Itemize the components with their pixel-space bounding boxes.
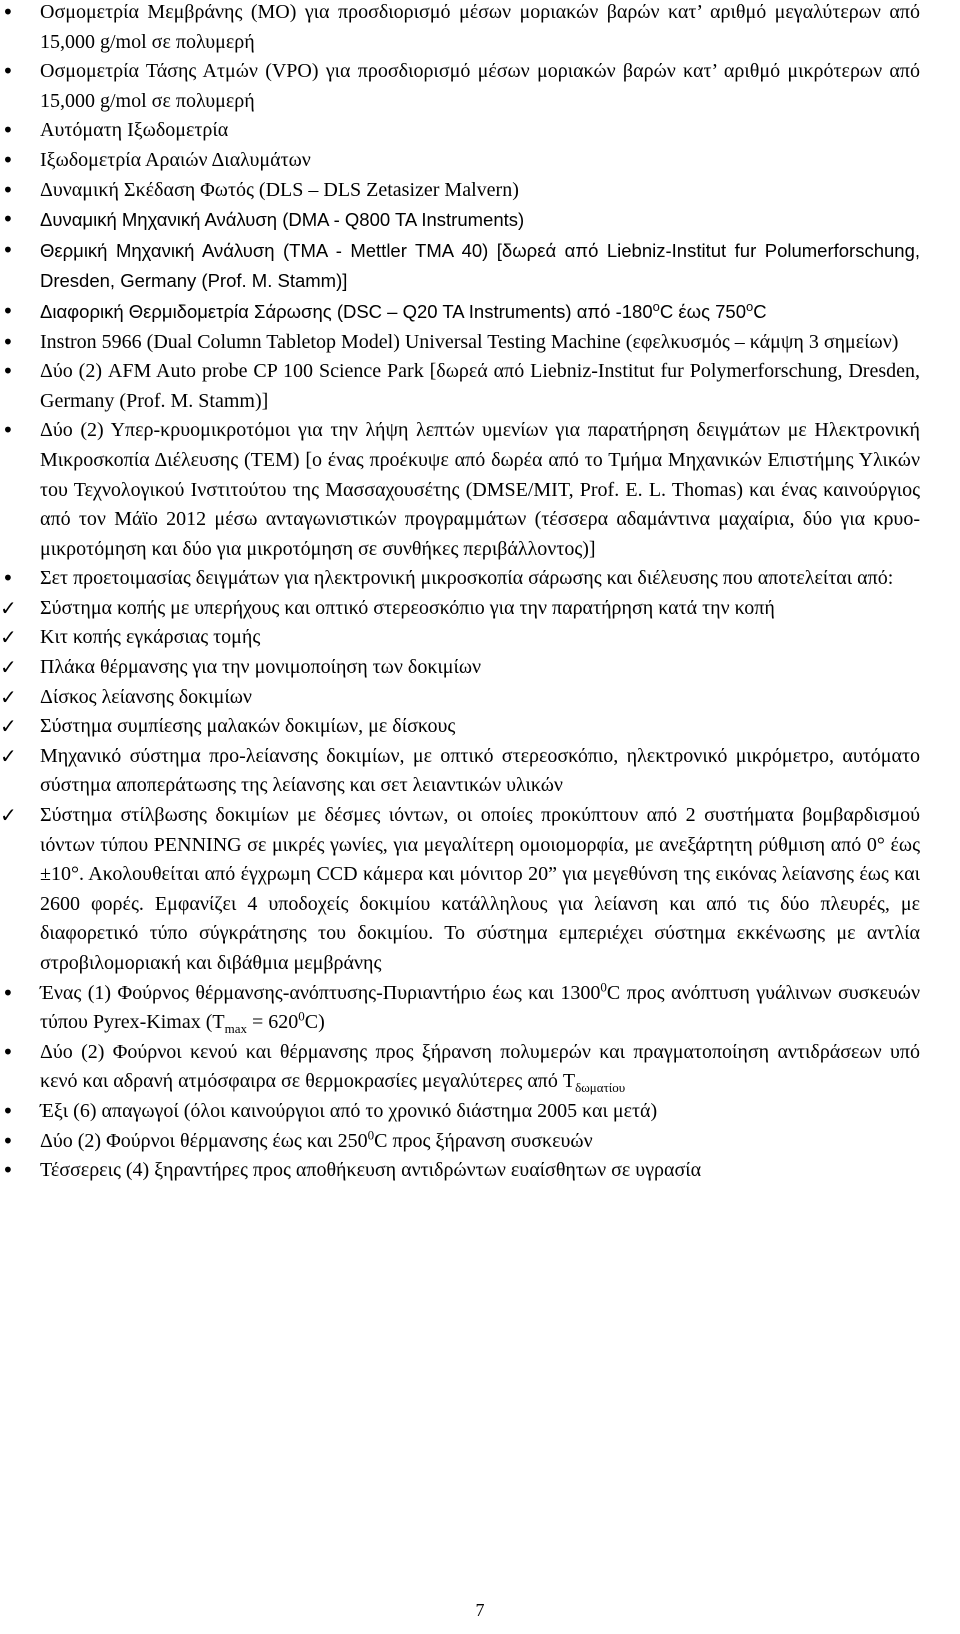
item-text: Πλάκα θέρμανσης για την μονιμοποίηση των δοκιμίων bbox=[40, 656, 482, 679]
bullet-icon: • bbox=[2, 1039, 14, 1064]
list-item bbox=[0, 116, 920, 146]
checkmark-icon: ✓ bbox=[0, 655, 17, 680]
list-item bbox=[0, 1097, 920, 1127]
item-text: Δύο (2) Φούρνοι κενού και θέρμανσης προς ξήρανση πολυμερών και πραγματοποίηση αντιδράσεων υπό κενό και αδρανή ατμόσφαιρα σε θερμοκρασίες μεγαλύτερες από $T_{\delta\omega\mu\alpha\tau ίo\upsilon}$ bbox=[40, 1040, 920, 1096]
list-item bbox=[0, 236, 920, 297]
item-text: Έξι (6) απαγωγοί (όλοι καινούργιοι από το χρονικό διάστημα 2005 και μετά) bbox=[40, 1099, 658, 1122]
item-text: Διαφορική Θερμιδομετρία Σάρωσης (DSC – Q20 TA Instruments) από -180$^o$C έως 750$^o$C bbox=[40, 298, 767, 322]
bullet-icon: • bbox=[2, 207, 14, 232]
item-text: Ένας (1) Φούρνος θέρμανσης-ανόπτυσης-Πυριαντήριο έως και 1300$^0$C προς ανόπτυση γυάλινων συσκευών τύπου Pyrex-Kimax $(T_{max} = 620^0C)$ bbox=[40, 978, 920, 1037]
checkmark-icon: ✓ bbox=[0, 595, 17, 620]
item-text: Τέσσερεις (4) ξηραντήρες προς αποθήκευση αντιδρώντων ευαίσθητων σε υγρασία bbox=[40, 1159, 702, 1182]
bullet-icon: • bbox=[2, 980, 14, 1005]
bullet-icon: • bbox=[2, 566, 14, 591]
bullet-icon: • bbox=[2, 298, 14, 323]
bullet-icon: • bbox=[2, 177, 14, 202]
item-text: Μηχανικό σύστημα προ-λείανσης δοκιμίων, με οπτικό στερεοσκόπιο, ηλεκτρονικό μικρόμετρο, αυτόματο σύστημα αποπεράτωσης της λείανσης και σετ λειαντικών υλικών bbox=[40, 744, 920, 797]
checkmark-icon: ✓ bbox=[0, 743, 17, 768]
sublist-item bbox=[0, 653, 920, 683]
checkmark-icon: ✓ bbox=[0, 684, 17, 709]
bullet-icon: • bbox=[2, 418, 14, 443]
bullet-icon: • bbox=[2, 1098, 14, 1123]
item-text: Οσμομετρία Τάσης Ατμών (VPO) για προσδιορισμό μέσων μοριακών βαρών κατ’ αριθμό μικρότερων από 15,000 g/mol σε πολυμερή bbox=[40, 60, 920, 112]
list-item bbox=[0, 357, 920, 416]
item-text: Κιτ κοπής εγκάρσιας τομής bbox=[40, 626, 261, 649]
item-text: Θερμική Μηχανική Ανάλυση (TMA - Mettler TMA 40) [δωρεά από Liebniz-Institut fur Polumerforschung, Dresden, Germany (Prof. M. Stamm)] bbox=[40, 239, 920, 292]
list-item bbox=[0, 146, 920, 176]
sublist-item bbox=[0, 712, 920, 742]
item-text: Σετ προετοιμασίας δειγμάτων για ηλεκτρονική μικροσκοπία σάρωσης και διέλευσης που αποτελείται από: bbox=[40, 567, 894, 590]
list-item bbox=[0, 979, 920, 1038]
list-item bbox=[0, 1156, 920, 1186]
item-text: Αυτόματη Ιξωδομετρία bbox=[40, 119, 229, 142]
list-item bbox=[0, 1127, 920, 1157]
sublist-item bbox=[0, 594, 920, 624]
item-text: Δύο (2) AFM Auto probe CP 100 Science Park [δωρεά από Liebniz-Institut fur Polymerforschung, Dresden, Germany (Prof. M. Stamm)] bbox=[40, 360, 920, 412]
checkmark-icon: ✓ bbox=[0, 803, 17, 828]
item-text: Δυναμική Σκέδαση Φωτός (DLS – DLS Zetasizer Malvern) bbox=[40, 178, 519, 201]
bullet-icon: • bbox=[2, 359, 14, 384]
item-text: Δύο (2) Υπερ-κρυομικροτόμοι για την λήψη λεπτών υμενίων για παρατήρηση δειγμάτων με Ηλεκτρονική Μικροσκοπία Διέλευσης (TEM) [ο ένας προέκυψε από δωρέα από το Τμήμα Μηχανικών Επιστήμης Υλικών του Τεχνολογικού Ινστιτούτου της Μασσαχουσέτης (DMSE/MIT, Prof. E. L. Thomas) και ένας καινούργιος από τον Μάϊο 2012 μέσω ανταγωνιστικών προγραμμάτων (τέσσερα αδαμάντινα μαχαίρια, δύο για κρυο-μικροτόμηση και δύο για μικροτόμηση σε συνθήκες περιβάλλοντος)] bbox=[40, 419, 920, 560]
sublist-item bbox=[0, 801, 920, 979]
item-text: Οσμομετρία Μεμβράνης (ΜΟ) για προσδιορισμό μέσων μοριακών βαρών κατ’ αριθμό μεγαλύτερων από 15,000 g/mol σε πολυμερή bbox=[40, 1, 920, 53]
sublist-item bbox=[0, 683, 920, 713]
checkmark-icon: ✓ bbox=[0, 714, 17, 739]
bullet-icon: • bbox=[2, 329, 14, 354]
item-text: Ιξωδομετρία Αραιών Διαλυμάτων bbox=[40, 148, 311, 171]
bullet-icon: • bbox=[2, 1128, 14, 1153]
sample-prep-sublist bbox=[0, 594, 920, 979]
list-item bbox=[0, 205, 920, 236]
list-item bbox=[0, 176, 920, 206]
bullet-icon: • bbox=[2, 1158, 14, 1183]
list-item bbox=[0, 57, 920, 116]
item-text: Instron 5966 (Dual Column Tabletop Model) Universal Testing Machine (εφελκυσμός – κάμψη 3 σημείων) bbox=[40, 330, 899, 353]
item-text: Δίσκος λείανσης δοκιμίων bbox=[40, 685, 252, 708]
sublist-item bbox=[0, 623, 920, 653]
list-item bbox=[0, 0, 920, 57]
item-text: Δύο (2) Φούρνοι θέρμανσης έως και $250^0C$ προς ξήρανση συσκευών bbox=[40, 1126, 593, 1152]
list-item bbox=[0, 328, 920, 358]
item-text: Σύστημα συμπίεσης μαλακών δοκιμίων, με δίσκους bbox=[40, 715, 456, 738]
bullet-icon: • bbox=[2, 147, 14, 172]
bullet-icon: • bbox=[2, 59, 14, 84]
item-text: Δυναμική Μηχανική Ανάλυση (DMA - Q800 TA Instruments) bbox=[40, 209, 525, 231]
bullet-icon: • bbox=[2, 0, 14, 24]
bullet-icon: • bbox=[2, 118, 14, 143]
checkmark-icon: ✓ bbox=[0, 625, 17, 650]
page-number: 7 bbox=[475, 1600, 485, 1620]
list-item bbox=[0, 564, 920, 978]
item-text: Σύστημα κοπής με υπερήχους και οπτικό στερεοσκόπιο για την παρατήρηση κατά την κοπή bbox=[40, 596, 775, 619]
sublist-item bbox=[0, 742, 920, 801]
bullet-icon: • bbox=[2, 237, 14, 262]
list-item bbox=[0, 1038, 920, 1097]
list-item bbox=[0, 297, 920, 328]
list-item bbox=[0, 416, 920, 564]
item-text: Σύστημα στίλβωσης δοκιμίων με δέσμες ιόντων, οι οποίες προκύπτουν από 2 συστήματα βομβαρδισμού ιόντων τύπου PENNING σε μικρές γωνίες, για μεγαλίτερη ομοιομορφία, με ανεξάρτητη ρύθμιση από 0° έως ±10°. Ακολουθείται από έγχρωμη CCD κάμερα και μόνιτορ 20” για μεγεθύνση της εικόνας λείανσης έως και 2600 φορές. Εμφανίζει 4 υποδοχείς δοκιμίου κατάλληλους για λείανση και από τις δύο πλευρές, με διαφορετικό τύπο σύγκράτησης του δοκιμίου. Το σύστημα εμπεριέχει σύστημα εκκένωσης με αντλία στροβιλομοριακή και διβάθμια μεμβράνης bbox=[40, 804, 920, 974]
